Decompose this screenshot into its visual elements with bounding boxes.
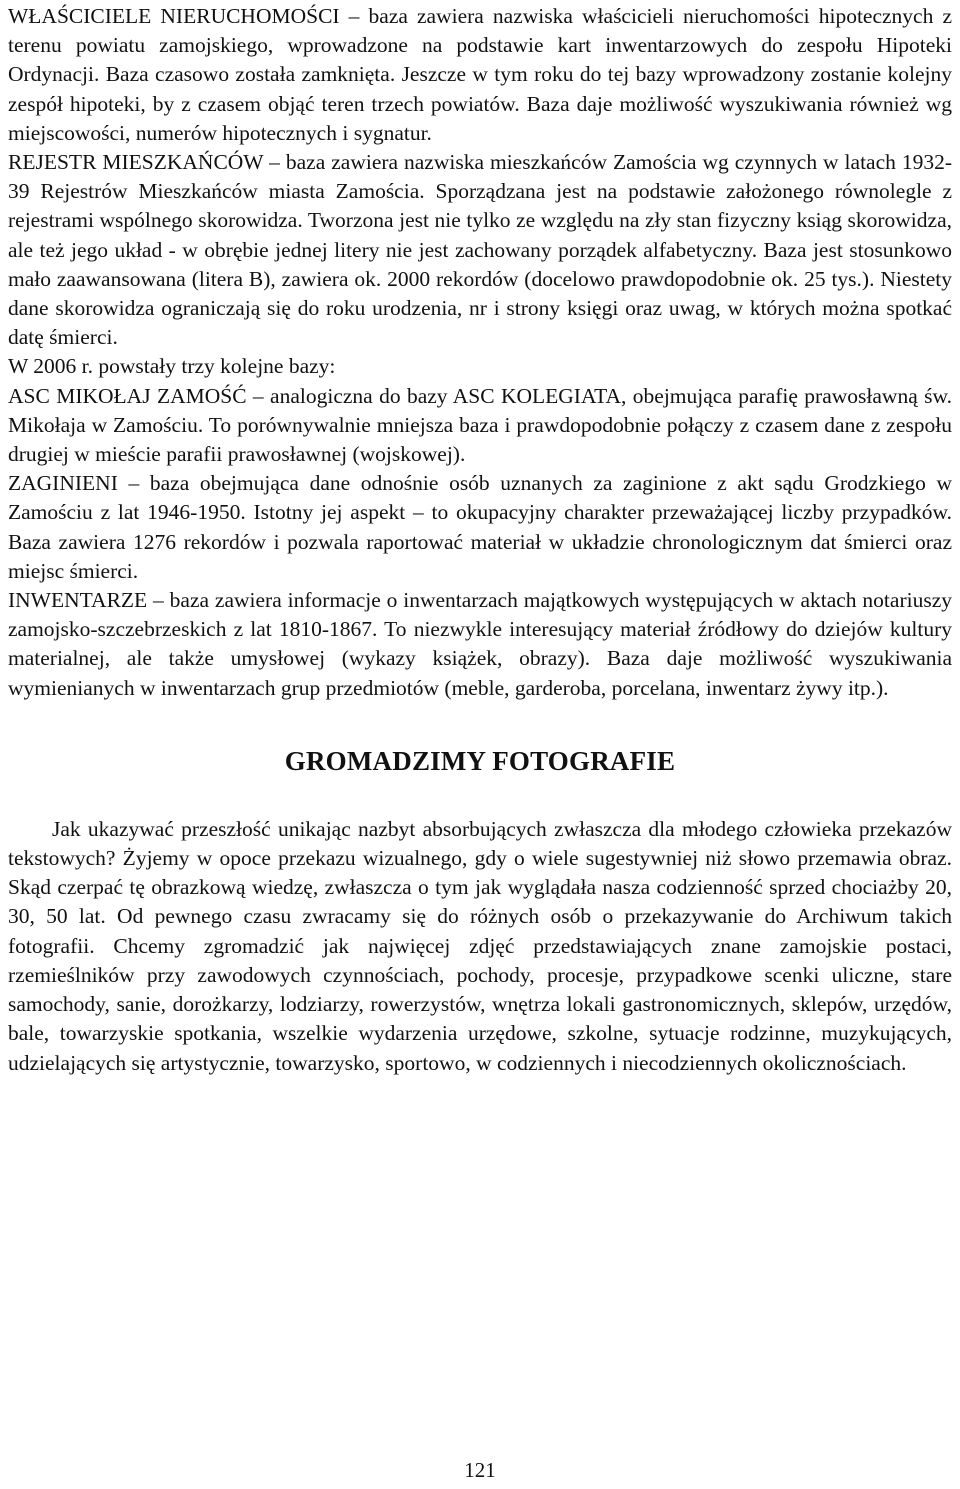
paragraph-gromadzimy-fotografie: Jak ukazywać przeszłość unikając nazbyt absorbujących zwłaszcza dla młodego człowieka przekazów tekstowych? Żyjemy w opoce przekazu wizualnego, gdy o wiele sugestywniej niż słowo przemawia obraz. Skąd czerpać tę obrazkową wiedzę, zwłaszcza o tym jak wyglądała nasza codzienność sprzed chociażby 20, 30, 50 lat. Od pewnego czasu zwracamy się do różnych osób o przekazywanie do Archiwum takich fotografii. Chcemy zgromadzić jak najwięcej zdjęć przedstawiających znane zamojskie postaci, rzemieślników przy zawodowych czynnościach, pochody, procesje, przypadkowe scenki uliczne, stare samochody, sanie, dorożkarzy, lodziarzy, rowerzystów, wnętrza lokali gastronomicznych, sklepów, urzędów, bale, towarzyskie spotkania, wszelkie wydarzenia urzędowe, szkolne, sytuacje rodzinne, muzykujących, udzielających się artystycznie, towarzysko, sportowo, w codziennych i niecodziennych okolicznościach. <box>8 816 952 1075</box>
paragraph-inwentarze: INWENTARZE – baza zawiera informacje o inwentarzach majątkowych występujących w aktach notariuszy zamojsko-szczebrzeskich z lat 1810-1867. To niezwykle interesujący materiał źródłowy do dziejów kultury materialnej, ale także umysłowej (wykazy książek, obrazy). Baza daje możliwość wyszukiwania wymienianych w inwentarzach grup przedmiotów (meble, garderoba, porcelana, inwentarz żywy itp.). <box>8 588 952 700</box>
paragraph-zaginieni: ZAGINIENI – baza obejmująca dane odnośnie osób uznanych za zaginione z akt sądu Grodzkiego w Zamościu z lat 1946-1950. Istotny jej aspekt – to okupacyjny charakter przeważającej liczby przypadków. Baza zawiera 1276 rekordów i pozwala raportować materiał w układzie chronologicznym dat śmierci oraz miejsc śmierci. <box>8 471 952 583</box>
paragraph-asc-mikolaj-zamosc: ASC MIKOŁAJ ZAMOŚĆ – analogiczna do bazy ASC KOLEGIATA, obejmująca parafię prawosławną św. Mikołaja w Zamościu. To porównywalnie mniejsza baza i prawdopodobnie połączy z czasem dane z zespołu drugiej w mieście parafii prawosławnej (wojskowej). <box>8 383 952 467</box>
section-heading: GROMADZIMY FOTOGRAFIE <box>284 745 676 776</box>
paragraph-wlasciciele-nieruchomosci: WŁAŚCICIELE NIERUCHOMOŚCI – baza zawiera nazwiska właścicieli nieruchomości hipotecznych z terenu powiatu zamojskiego, wprowadzone na podstawie kart inwentarzowych do zespołu Hipoteki Ordynacji. Baza czasowo została zamknięta. Jeszcze w tym roku do tej bazy wprowadzony zostanie kolejny zespół hipoteki, by z czasem objąć teren trzech powiatów. Baza daje możliwość wyszukiwania również wg miejscowości, numerów hipotecznych i sygnatur. <box>8 4 952 145</box>
page-number: 121 <box>464 1458 496 1482</box>
document-page <box>8 2 952 1078</box>
paragraph-bazy-2006: W 2006 r. powstały trzy kolejne bazy: <box>8 354 336 379</box>
paragraph-rejestr-mieszkancow: REJESTR MIESZKAŃCÓW – baza zawiera nazwiska mieszkańców Zamościa wg czynnych w latach 1932-39 Rejestrów Mieszkańców miasta Zamościa. Sporządzana jest na podstawie założonego równolegle z rejestrami wspólnego skorowidza. Tworzona jest nie tylko ze względu na zły stan fizyczny ksiąg skorowidza, ale też jego układ - w obrębie jednej litery nie jest zachowany porządek alfabetyczny. Baza jest stosunkowo mało zaawansowana (litera B), zawiera ok. 2000 rekordów (docelowo prawdopodobnie ok. 25 tys.). Niestety dane skorowidza ograniczają się do roku urodzenia, nr i strony księgi oraz uwag, w których można spotkać datę śmierci. <box>8 150 952 350</box>
